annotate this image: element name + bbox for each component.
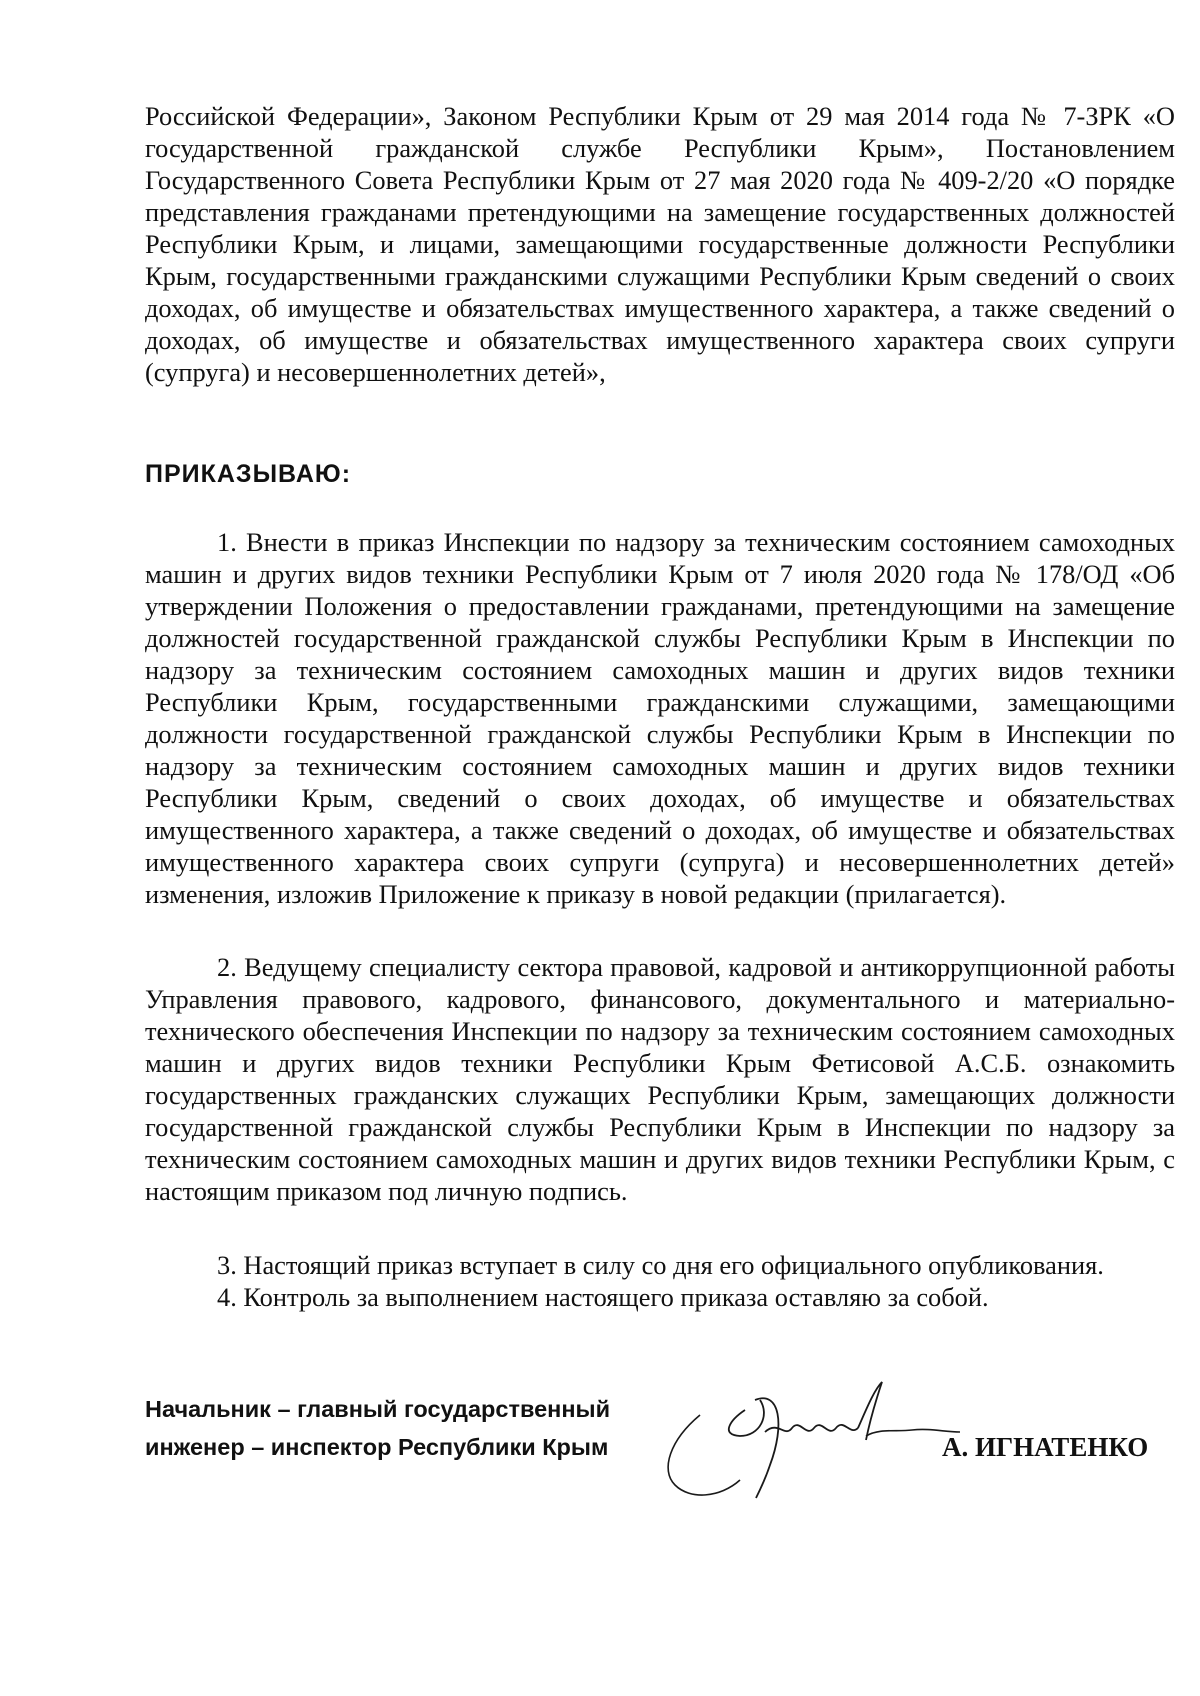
- order-item-4: 4. Контроль за выполнением настоящего приказа оставляю за собой.: [217, 1282, 989, 1312]
- order-item-3: 3. Настоящий приказ вступает в силу со дня его официального опубликования.: [217, 1250, 1104, 1280]
- signatory-title-line1: Начальник – главный государственный: [145, 1396, 611, 1422]
- signatory-title-line2: инженер – инспектор Республики Крым: [145, 1434, 609, 1460]
- signatory-title: [145, 1390, 610, 1466]
- order-heading: ПРИКАЗЫВАЮ:: [145, 460, 352, 488]
- signatory-name: А. ИГНАТЕНКО: [942, 1432, 1149, 1462]
- preamble-paragraph: Российской Федерации», Законом Республики Крым от 29 мая 2014 года № 7-ЗРК «О государственной гражданской службе Республики Крым», Постановлением Государственного Совета Республики Крым от 27 мая 2020 года № 409-2/20 «О порядке представления гражданами претендующими на замещение государственных должностей Республики Крым, и лицами, замещающими государственные должности Республики Крым, государственными гражданскими служащими Республики Крым сведений о своих доходах, об имуществе и обязательствах имущественного характера, а также сведений о доходах, об имуществе и обязательствах имущественного характера своих супруги (супруга) и несовершеннолетних детей»,: [145, 101, 1175, 387]
- handwritten-signature: [660, 1370, 960, 1510]
- order-item-2: 2. Ведущему специалисту сектора правовой, кадровой и антикоррупционной работы Управления правового, кадрового, финансового, документального и материально-технического обеспечения Инспекции по надзору за техническим состоянием самоходных машин и других видов техники Республики Крым Фетисовой А.С.Б. ознакомить государственных гражданских служащих Республики Крым, замещающих должности государственной гражданской службы Республики Крым в Инспекции по надзору за техническим состоянием самоходных машин и других видов техники Республики Крым, с настоящим приказом под личную подпись.: [145, 952, 1175, 1206]
- order-item-1: 1. Внести в приказ Инспекции по надзору за техническим состоянием самоходных машин и других видов техники Республики Крым от 7 июля 2020 года № 178/ОД «Об утверждении Положения о предоставлении гражданами, претендующими на замещение должностей государственной гражданской службы Республики Крым в Инспекции по надзору за техническим состоянием самоходных машин и других видов техники Республики Крым, государственными гражданскими служащими, замещающими должности государственной гражданской службы Республики Крым в Инспекции по надзору за техническим состоянием самоходных машин и других видов техники Республики Крым, сведений о своих доходах, об имуществе и обязательствах имущественного характера, а также сведений о доходах, об имуществе и обязательствах имущественного характера своих супруги (супруга) и несовершеннолетних детей» изменения, изложив Приложение к приказу в новой редакции (прилагается).: [145, 527, 1175, 909]
